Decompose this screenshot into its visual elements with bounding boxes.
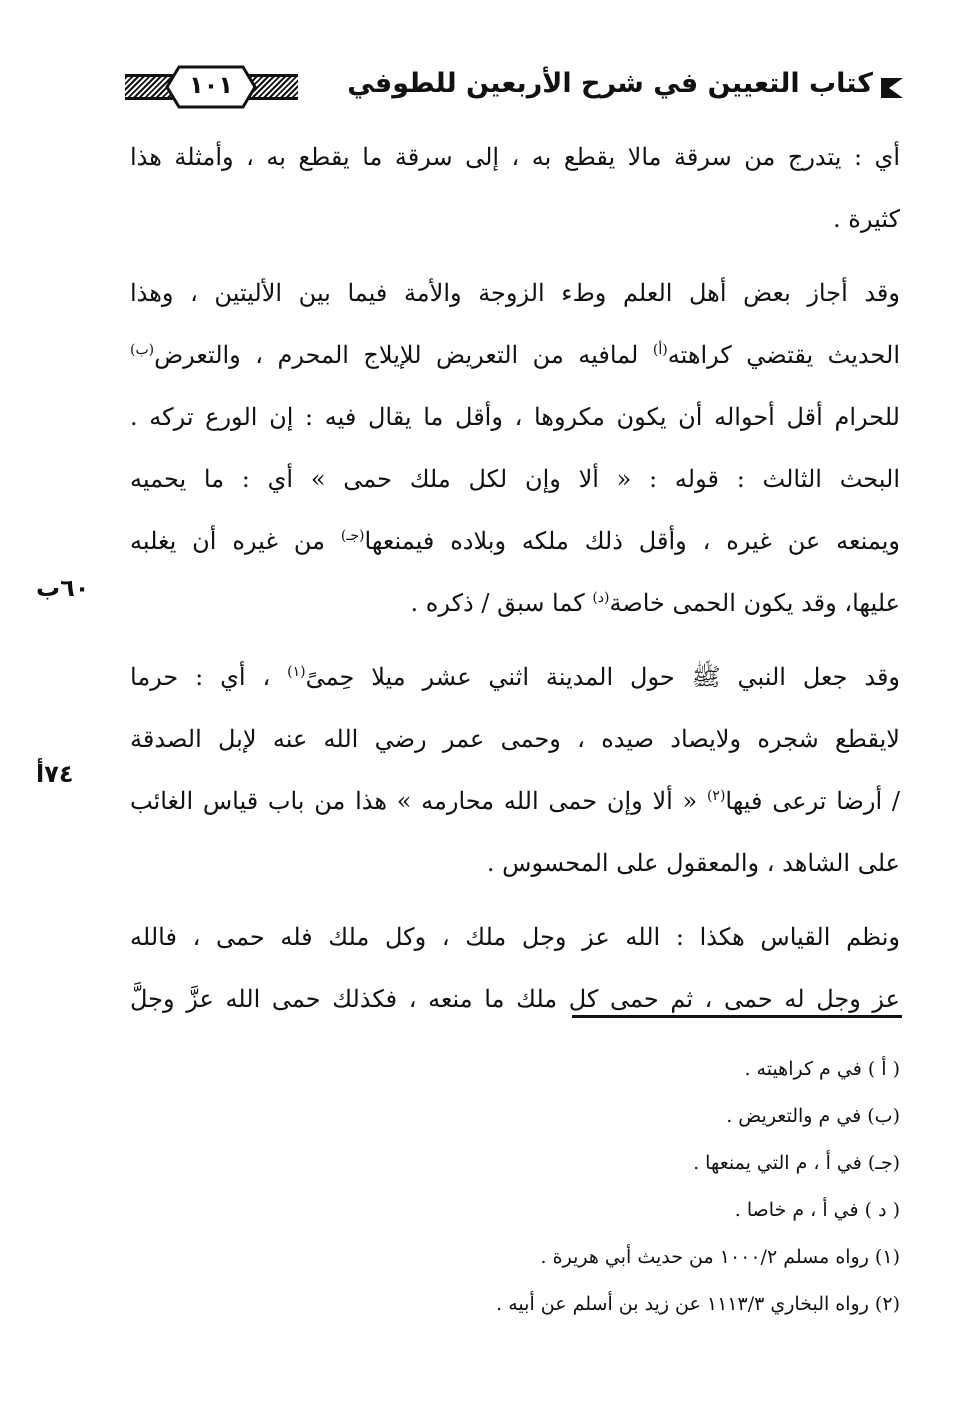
text-line: على الشاهد ، والمعقول على المحسوس . [486,849,900,877]
text-line: ونظم القياس هكذا : الله عز وجل ملك ، وكل ملك فله حمى ، فالله [130,923,900,951]
text-run: ويمنعه عن غيره ، وأقل ذلك ملكه وبلاده فيمنعها [364,527,900,555]
text-line [130,646,900,708]
footnote: ( أ ) في م كراهيته . [744,1058,900,1080]
footnote: (٢) رواه البخاري ١١١٣/٣ عن زيد بن أسلم عن أبيه . [496,1293,900,1315]
book-title: كتاب التعيين في شرح الأربعين للطوفي [347,68,873,99]
page-header [125,60,903,118]
text-run: لمافيه من التعريض للإيلاج المحرم ، والتعرض [154,341,639,369]
footnote-ref: (د) [592,590,610,606]
text-line: وقد أجاز بعض أهل العلم وطء الزوجة والأمة فيما بين الأليتين ، وهذا [130,279,900,307]
footnote: (١) رواه مسلم ١٠٠٠/٢ من حديث أبي هريرة . [540,1246,900,1268]
margin-folio-note: ٦٠ب [36,574,90,602]
text-line: عز وجل له حمى ، ثم حمى كل ملك ما منعه ، فكذلك حمى الله عزَّ وجلَّ [130,985,900,1013]
footnote: ( د ) في أ ، م خاصا . [734,1199,900,1221]
text-line: البحث الثالث : قوله : « ألا وإن لكل ملك حمى » أي : ما يحميه [130,465,900,493]
footnote-ref: (١) [287,664,306,680]
footnote-ref: (أ) [652,342,668,358]
text-line [130,324,900,386]
text-run: عليها، وقد يكون الحمى خاصة [609,589,900,617]
text-line: كثيرة . [833,205,900,233]
text-line: لايقطع شجره ولايصاد صيده ، وحمى عمر رضي الله عنه لإبل الصدقة [130,725,900,753]
text-run: / أرضا ترعى فيها [725,787,900,815]
body-text [130,126,900,1030]
text-line: أي : يتدرج من سرقة مالا يقطع به ، إلى سرقة ما يقطع به ، وأمثلة هذا [130,143,900,171]
margin-folio-note: ٧٤أ [36,760,74,788]
footnote: (ب) في م والتعريض . [726,1105,900,1127]
page-number-badge [165,64,257,110]
text-line [130,572,900,634]
footnote-ref: (٢) [706,788,726,804]
text-run: « ألا وإن حمى الله محارمه » هذا من باب قياس الغائب [130,787,698,815]
title-bullet-icon [881,78,903,98]
footnote-separator [572,1015,902,1018]
text-run: ، أي : حرما [130,663,271,691]
page-number: ١٠١ [189,71,233,99]
footnote: (جـ) في أ ، م التي يمنعها . [693,1152,900,1174]
footnote-ref: (ب) [130,342,155,358]
text-line: للحرام أقل أحواله أن يكون مكروها ، وأقل ما يقال فيه : إن الورع تركه . [130,403,900,431]
text-run: وقد جعل النبي ﷺ حول المدينة اثني عشر ميلا حِمىً [305,663,900,691]
text-run: كما سبق / ذكره . [410,589,585,617]
text-run: من غيره أن يغلبه [130,527,325,555]
text-line [130,510,900,572]
text-line [130,770,900,832]
footnotes [140,1046,900,1328]
text-run: الحديث يقتضي كراهته [667,341,900,369]
footnote-ref: (جـ) [340,528,365,544]
